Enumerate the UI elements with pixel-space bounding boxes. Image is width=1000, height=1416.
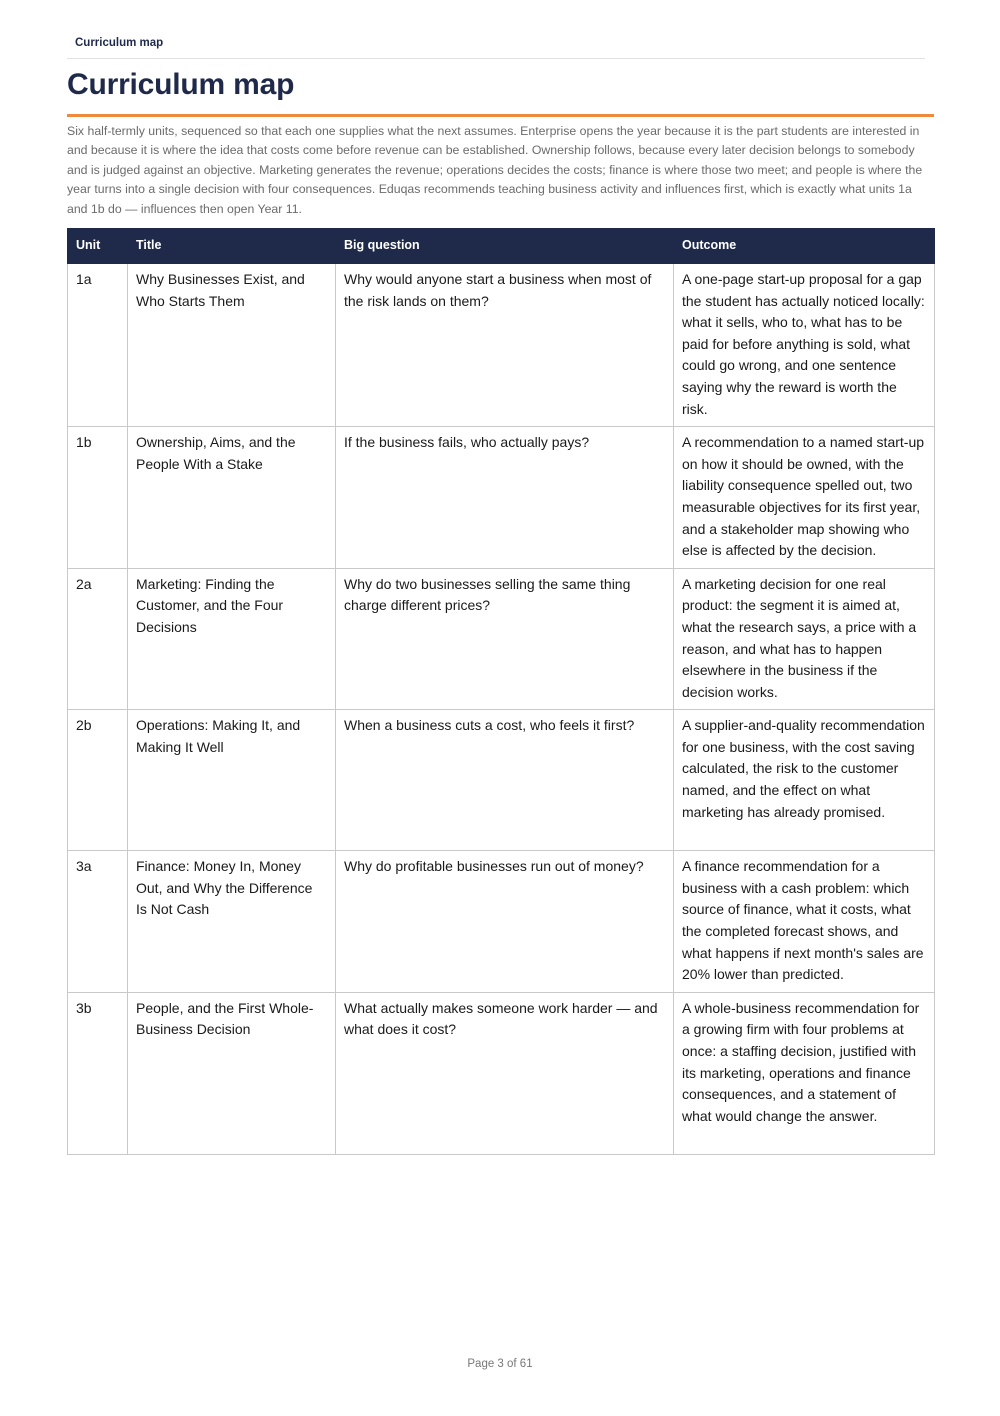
- title-cell: People, and the First Whole-Business Decision: [128, 992, 336, 1154]
- column-header-unit: Unit: [68, 229, 128, 264]
- unit-cell: 3a: [68, 851, 128, 993]
- unit-cell: 1b: [68, 427, 128, 569]
- outcome-cell: A supplier-and-quality recommendation for one business, with the cost saving calculated, the risk to the customer named, and the effect on what marketing has already promised.: [674, 710, 935, 851]
- running-header: Curriculum map: [75, 37, 164, 49]
- title-underline: [67, 114, 934, 117]
- page-title: Curriculum map: [67, 68, 295, 101]
- unit-cell: 2a: [68, 568, 128, 710]
- title-cell: Marketing: Finding the Customer, and the Four Decisions: [128, 568, 336, 710]
- table-row: [68, 710, 935, 851]
- page-number: Page 3 of 61: [467, 1358, 533, 1370]
- question-cell: If the business fails, who actually pays?: [336, 427, 674, 569]
- column-header-title: Title: [128, 229, 336, 264]
- unit-cell: 3b: [68, 992, 128, 1154]
- table-header-row: [68, 229, 935, 264]
- title-cell: Ownership, Aims, and the People With a Stake: [128, 427, 336, 569]
- column-header-big-question: Big question: [336, 229, 674, 264]
- question-cell: What actually makes someone work harder — and what does it cost?: [336, 992, 674, 1154]
- outcome-cell: A recommendation to a named start-up on how it should be owned, with the liability consequence spelled out, two measurable objectives for its first year, and a stakeholder map showing who else is affected by the decision.: [674, 427, 935, 569]
- table-row: [68, 992, 935, 1154]
- table-row: [68, 264, 935, 427]
- question-cell: Why do two businesses selling the same thing charge different prices?: [336, 568, 674, 710]
- outcome-cell: A whole-business recommendation for a growing firm with four problems at once: a staffing decision, justified with its marketing, operations and finance consequences, and a statement of what would change the answer.: [674, 992, 935, 1154]
- table-row: [68, 851, 935, 993]
- curriculum-table: [67, 228, 935, 1155]
- question-cell: Why do profitable businesses run out of money?: [336, 851, 674, 993]
- outcome-cell: A finance recommendation for a business with a cash problem: which source of finance, what it costs, what the completed forecast shows, and what happens if next month's sales are 20% lower than predicted.: [674, 851, 935, 993]
- outcome-cell: A one-page start-up proposal for a gap the student has actually noticed locally: what it sells, who to, what has to be paid for before anything is sold, what could go wrong, and one sentence saying why the reward is worth the risk.: [674, 264, 935, 427]
- table-row: [68, 568, 935, 710]
- intro-paragraph: Six half-termly units, sequenced so that each one supplies what the next assumes. Enterprise opens the year because it is the part students are interested in and because it is where the idea that costs come before revenue can be established. Ownership follows, because every later decision belongs to somebody and is judged against an objective. Marketing generates the revenue; operations decides the costs; finance is where those two meet; and people is where the year turns into a single decision with four consequences. Eduqas recommends teaching business activity and influences first, which is exactly what units 1a and 1b do — influences then open Year 11.: [67, 124, 923, 216]
- title-cell: Finance: Money In, Money Out, and Why the Difference Is Not Cash: [128, 851, 336, 993]
- title-cell: Operations: Making It, and Making It Well: [128, 710, 336, 851]
- question-cell: Why would anyone start a business when most of the risk lands on them?: [336, 264, 674, 427]
- unit-cell: 1a: [68, 264, 128, 427]
- column-header-outcome: Outcome: [674, 229, 935, 264]
- unit-cell: 2b: [68, 710, 128, 851]
- table-row: [68, 427, 935, 569]
- outcome-cell: A marketing decision for one real product: the segment it is aimed at, what the research says, a price with a reason, and what has to happen elsewhere in the business if the decision works.: [674, 568, 935, 710]
- title-cell: Why Businesses Exist, and Who Starts Them: [128, 264, 336, 427]
- header-divider: [67, 58, 925, 59]
- question-cell: When a business cuts a cost, who feels it first?: [336, 710, 674, 851]
